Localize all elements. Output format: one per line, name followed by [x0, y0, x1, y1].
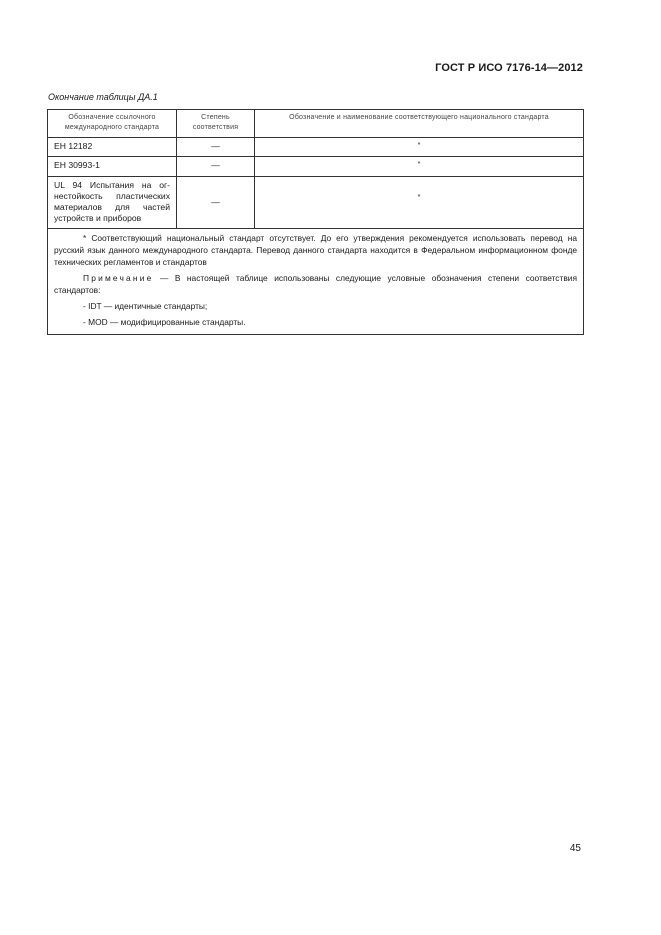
- column-header-degree: Степень соответствия: [177, 110, 255, 138]
- page-number: 45: [569, 843, 581, 854]
- table-footnote-row: [48, 228, 584, 334]
- reference-standards-table: [47, 109, 584, 335]
- cell-degree: —: [177, 138, 255, 157]
- cell-national-standard: [255, 176, 584, 228]
- note-list-item: - IDT — идентичные стандарты;: [83, 300, 208, 311]
- cell-international-standard: ЕН 30993-1: [48, 157, 177, 176]
- cell-national-standard: [255, 157, 584, 176]
- note-label: Примечание: [83, 272, 154, 283]
- table-caption: Окончание таблицы ДА.1: [48, 92, 158, 102]
- table-header-row: [48, 110, 584, 138]
- column-header-national-standard: Обозначение и наименование соответствующего национального стандарта: [255, 110, 584, 138]
- column-header-international-standard: Обозначение ссылочного международного стандарта: [48, 110, 177, 138]
- document-header-standard-id: ГОСТ Р ИСО 7176-14—2012: [435, 62, 583, 74]
- table-row: [48, 138, 584, 157]
- table-footnote: [48, 228, 584, 334]
- cell-degree: —: [177, 176, 255, 228]
- table-row: [48, 157, 584, 176]
- table-note: [54, 272, 577, 296]
- cell-international-standard: ЕН 12182: [48, 138, 177, 157]
- note-list-item: - MOD — модифицированные стандарты.: [83, 316, 246, 327]
- cell-degree: —: [177, 157, 255, 176]
- footnote-marker: *: [417, 142, 421, 149]
- footnote-marker: *: [417, 194, 421, 202]
- note-text: — В настоящей таблице использованы следующие условные обозначения степени соответствия стандартов:: [54, 272, 577, 295]
- table-row: [48, 176, 584, 228]
- footnote-marker: *: [417, 161, 421, 169]
- cell-national-standard: [255, 138, 584, 157]
- footnote-star-note: * Соответствующий национальный стандарт отсутствует. До его утверждения рекомендуется использовать перевод на русский язык данного международного стандарта. Перевод данного стандарта находится в Федеральном информационном фонде технических регламентов и стандартов: [54, 232, 577, 267]
- cell-international-standard: UL 94 Испытания на огнестойкость пластических материалов для частей устройств и приборов: [48, 176, 177, 228]
